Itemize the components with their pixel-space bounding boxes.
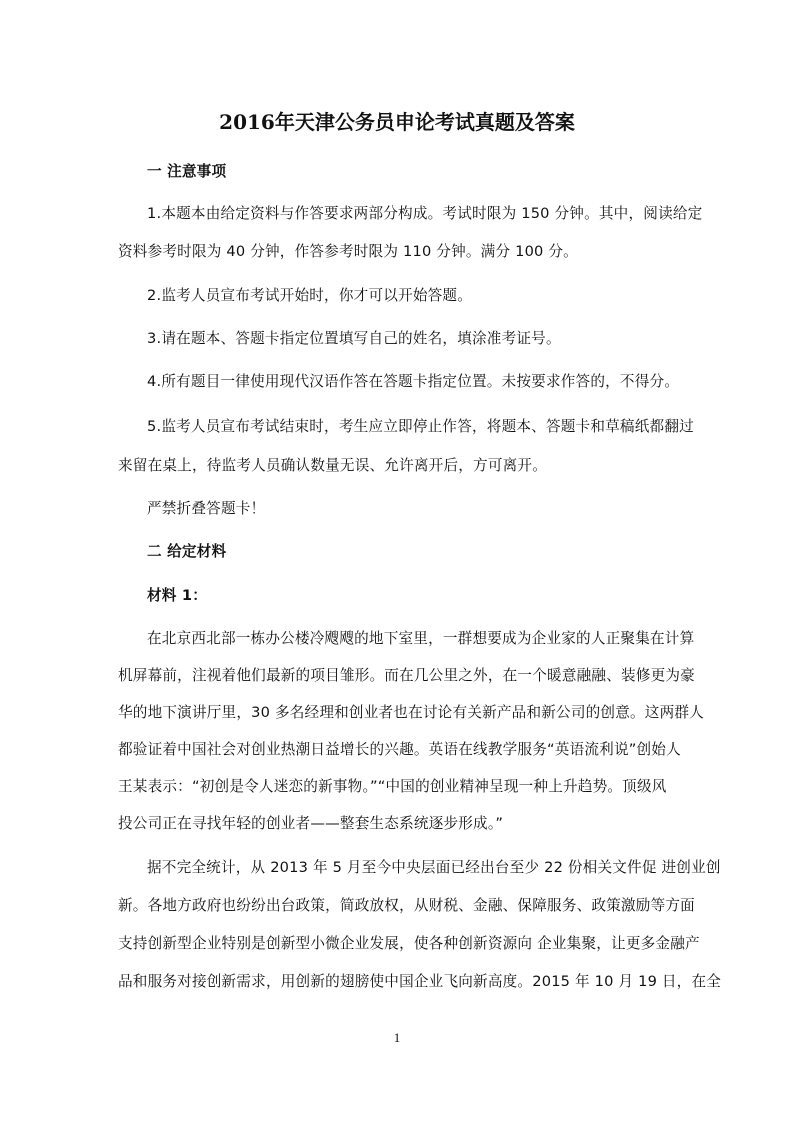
note-1-line-2: 资料参考时限为 40 分钟，作答参考时限为 110 分钟。满分 100 分。 bbox=[118, 243, 578, 260]
paragraph-2-line: 新。各地方政府也纷纷出台政策，简政放权，从财税、金融、保障服务、政策激励等方面 bbox=[118, 897, 695, 914]
note-4: 4.所有题目一律使用现代汉语作答在答题卡指定位置。未按要求作答的，不得分。 bbox=[147, 373, 680, 390]
page-number: 1 bbox=[393, 1030, 401, 1045]
document-title: 2016年天津公务员申论考试真题及答案 bbox=[219, 110, 575, 134]
paragraph-2-line: 支持创新型企业特别是创新型小微企业发展，使各种创新资源向 企业集聚，让更多金融产 bbox=[118, 935, 700, 952]
paragraph-1-line: 在北京西北部一栋办公楼冷飕飕的地下室里，一群想要成为企业家的人正聚集在计算 bbox=[147, 630, 695, 647]
paragraph-1-line: 机屏幕前，注视着他们最新的项目雏形。而在几公里之外，在一个暖意融融、装修更为豪 bbox=[118, 667, 695, 684]
paragraph-2-line: 据不完全统计，从 2013 年 5 月至今中央层面已经出台至少 22 份相关文件促 进创业创 bbox=[147, 859, 721, 876]
note-2: 2.监考人员宣布考试开始时，你才可以开始答题。 bbox=[147, 287, 472, 304]
paragraph-2-line: 品和服务对接创新需求，用创新的翅膀使中国企业飞向新高度。2015 年 10 月 19 日，在全 bbox=[118, 973, 722, 990]
paragraph-1-line: 都验证着中国社会对创业热潮日益增长的兴趣。英语在线教学服务“英语流利说”创始人 bbox=[118, 741, 681, 758]
note-warning: 严禁折叠答题卡！ bbox=[147, 500, 266, 517]
note-5-line-1: 5.监考人员宣布考试结束时，考生应立即停止作答，将题本、答题卡和草稿纸都翻过 bbox=[147, 418, 694, 435]
note-3: 3.请在题本、答题卡指定位置填写自己的姓名，填涂准考证号。 bbox=[147, 330, 561, 347]
note-1-line-1: 1.本题本由给定资料与作答要求两部分构成。考试时限为 150 分钟。其中，阅读给定 bbox=[147, 205, 703, 222]
material-1-label: 材料 1： bbox=[147, 587, 208, 604]
section-heading-materials: 二 给定材料 bbox=[147, 543, 227, 560]
note-5-line-2: 来留在桌上，待监考人员确认数量无误、允许离开后，方可离开。 bbox=[118, 457, 548, 474]
section-heading-notes: 一 注意事项 bbox=[147, 163, 227, 180]
paragraph-1-line: 华的地下演讲厅里，30 多名经理和创业者也在讨论有关新产品和新公司的创意。这两群人 bbox=[118, 704, 704, 721]
paragraph-1-line: 投公司正在寻找年轻的创业者——整套生态系统逐步形成。” bbox=[118, 815, 504, 832]
paragraph-1-line: 王某表示：“初创是令人迷恋的新事物。”“中国的创业精神呈现一种上升趋势。顶级风 bbox=[118, 778, 667, 795]
